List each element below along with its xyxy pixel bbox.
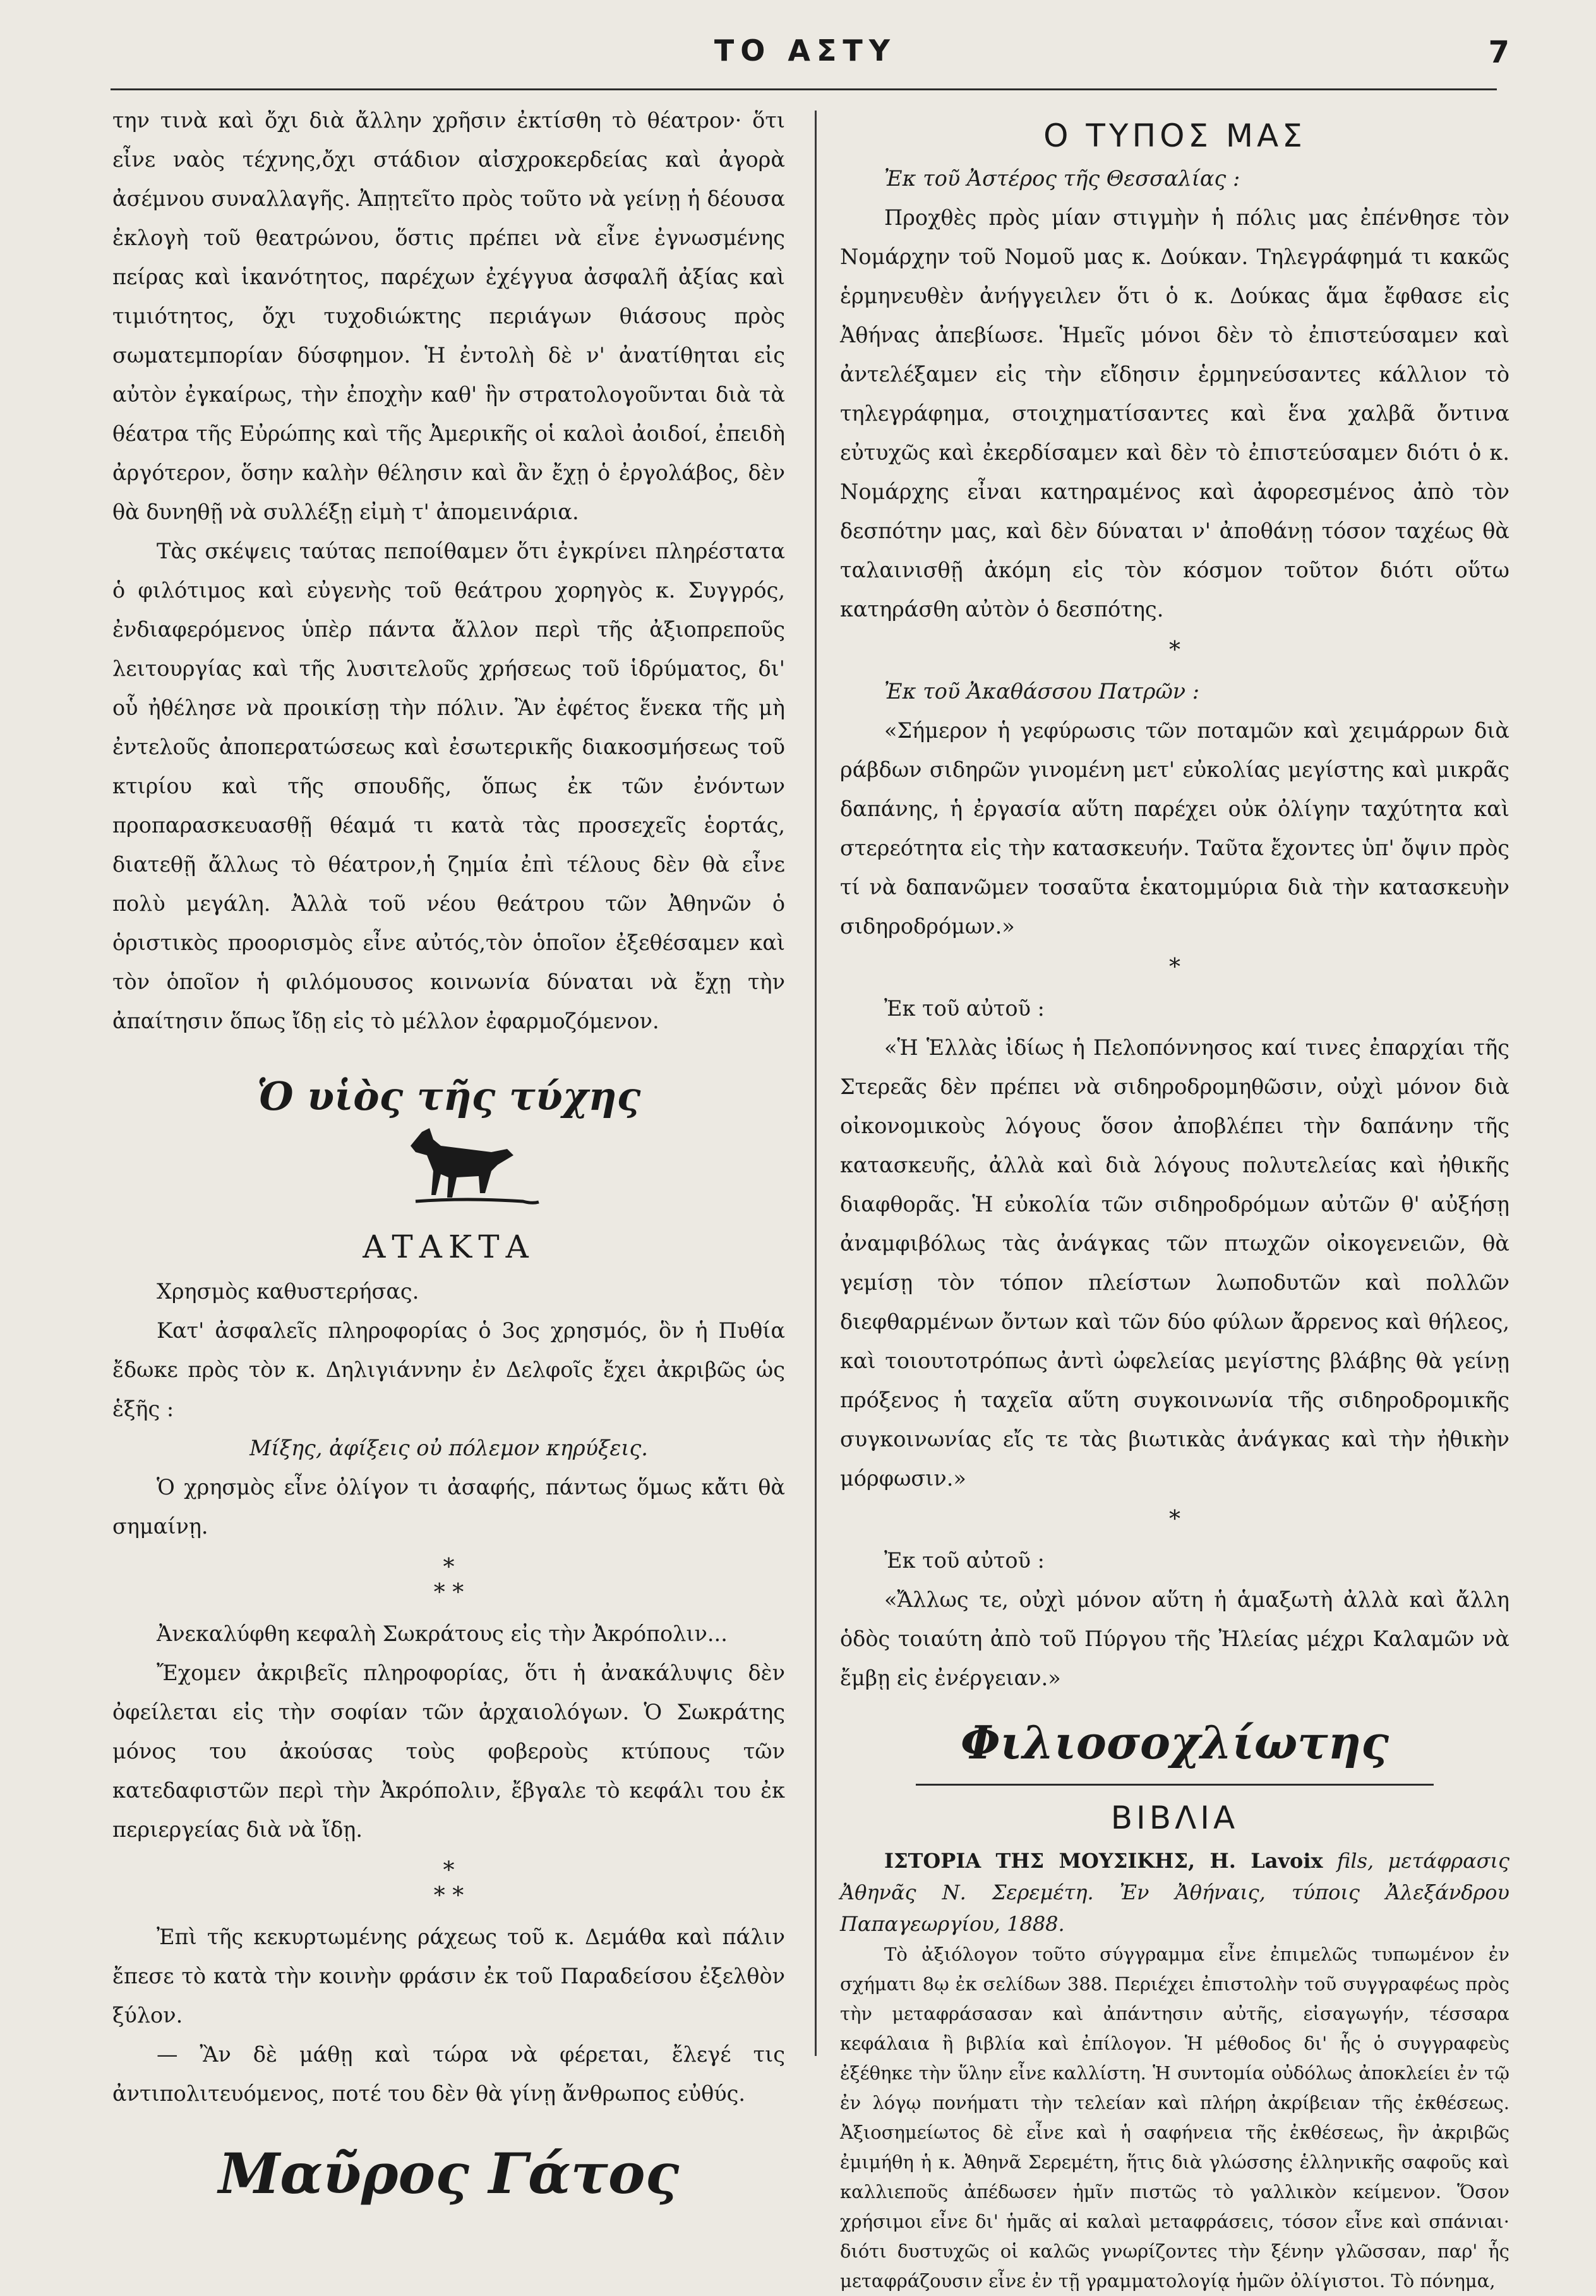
source-2: Ἐκ τοῦ Ἀκαθάσσου Πατρῶν : bbox=[884, 679, 1200, 704]
column-heading: Ὁ υἱὸς τῆς τύχης bbox=[256, 1073, 641, 1119]
book-title: ΙΣΤΟΡΙΑ ΤΗΣ ΜΟΥΣΙΚΗΣ, Η. Lavoix bbox=[884, 1849, 1323, 1873]
quote-4: «Ἄλλως τε, οὐχὶ μόνον αὕτη ἡ ἁμαξωτὴ ἀλλὰ καὶ ἄλλη ὁδὸς τοιαύτη ἀπὸ τοῦ Πύργου τῆς Ἠλείας μέχρι Καλαμῶν νὰ ἔμβῃ εἰς ἐνέργειαν.» bbox=[840, 1587, 1509, 1690]
book-reference bbox=[840, 1845, 1509, 1940]
page-number: 7 bbox=[1488, 35, 1509, 70]
quote-2: «Σήμερον ἡ γεφύρωσις τῶν ποταμῶν καὶ χειμάρρων διὰ ράβδων σιδηρῶν γινομένη μετ' εὐκολίας μεγίστης καὶ μικρᾶς δαπάνης, ἡ ἐργασία αὕτη παρέχει οὐκ ὀλίγην ταχύτητα καὶ στερεότητα εἰς τὴν κατασκευήν. Ταῦτα ἔχοντες ὑπ' ὄψιν πρὸς τί νὰ δαπανῶμεν τοσαῦτα ἑκατομμύρια διὰ τὴν κατασκευὴν σιδηροδρόμων.» bbox=[840, 718, 1509, 939]
ataktа-item-4: Ἀνεκαλύφθη κεφαλὴ Σωκράτους εἰς τὴν Ἀκρόπολιν... bbox=[157, 1621, 728, 1646]
books-divider bbox=[916, 1784, 1434, 1786]
theatre-paragraph-1: την τινὰ καὶ ὄχι διὰ ἄλλην χρῆσιν ἐκτίσθη τὸ θέατρον· ὅτι εἶνε ναὸς τέχνης,ὄχι στάδιον αἰσχροκερδείας καὶ ἀγορὰ ἀσέμνου συναλλαγῆς. Ἀπῃτεῖτο πρὸς τοῦτο νὰ γείνῃ ἡ δέουσα ἐκλογὴ τοῦ θεατρώνου, ὅστις πρέπει νὰ εἶνε ἐγνωσμένης πείρας καὶ ἱκανότητος, παρέχων ἐχέγγυα ἀσφαλῆ ἀξίας καὶ τιμιότητος, ὄχι τυχοδιώκτης περιάγων θιάσους πρὸς σωματεμπορίαν δύσφημον. Ἡ ἐντολὴ δὲ ν' ἀνατίθηται εἰς αὐτὸν ἐγκαίρως, τὴν ἐποχὴν καθ' ἣν στρατολογοῦνται διὰ τὰ θέατρα τῆς Εὐρώπης καὶ τῆς Ἀμερικῆς οἱ καλοὶ ἀοιδοί, ἐπειδὴ ἀργότερον, ὅσην καλὴν θέλησιν καὶ ἂν ἔχῃ ὁ ἐργολάβος, δὲν θὰ δυνηθῇ νὰ συλλέξῃ εἰμὴ τ' ἀπομεινάρια. bbox=[112, 108, 785, 524]
book-review: Τὸ ἀξιόλογον τοῦτο σύγγραμμα εἶνε ἐπιμελῶς τυπωμένον ἐν σχήματι 8ῳ ἐκ σελίδων 388. Περιέχει ἐπιστολὴν τοῦ συγγραφέως πρὸς τὴν μεταφράσασαν καὶ ἀπάντησιν αὐτῆς, εἰσαγωγήν, τέσσαρα κεφάλαια ἢ βιβλία καὶ ἐπίλογον. Ἡ μέθοδος δι' ἧς ὁ συγγραφεὺς ἐξέθηκε τὴν ὕλην εἶνε καλλίστη. Ἡ συντομία οὐδόλως ἀποκλείει ἐν τῷ ἐν λόγῳ πονήματι τὴν τελείαν καὶ πλήρη ἀκρίβειαν τῆς ἐκθέσεως. Ἀξιοσημείωτος δὲ εἶνε καὶ ἡ σαφήνεια τῆς ἐκθέσεως, ἣν ἀκριβῶς ἐμιμήθη ἡ κ. Ἀθηνᾶ Σερεμέτη, ἥτις διὰ γλώσσης ἑλληνικῆς σαφοῦς καὶ καλλιεποῦς ἀπέδωσεν ἡμῖν πιστῶς τὸ γαλλικὸν κείμενον. Ὅσον χρήσιμοι εἶνε δι' ἡμᾶς αἱ καλαὶ μεταφράσεις, τόσον εἶνε καὶ σπάνιαι· διότι δυστυχῶς οἱ καλῶς γνωρίζοντες τὴν ξένην γλῶσσαν, παρ' ἧς μεταφράζουσιν εἶνε ἐν τῇ γραμματολογίᾳ ἡμῶν ὀλίγιστοι. Τὸ πόνημα, bbox=[840, 1944, 1509, 2292]
asterism-1: * * * bbox=[433, 1554, 464, 1606]
asterism-r2: * bbox=[1169, 954, 1180, 980]
header-rule bbox=[111, 88, 1497, 90]
masthead: ΤΟ ΑΣΤΥ bbox=[714, 33, 897, 68]
right-column bbox=[840, 101, 1509, 2296]
ataktа-item-1: Χρησμὸς καθυστερήσας. bbox=[157, 1279, 419, 1304]
theatre-paragraph-2: Τὰς σκέψεις ταύτας πεποίθαμεν ὅτι ἐγκρίνει πληρέστατα ὁ φιλότιμος καὶ εὐγενὴς τοῦ θεάτρου χορηγὸς κ. Συγγρός, ἐνδιαφερόμενος ὑπὲρ πάντα ἄλλον περὶ τῆς ἀξιοπρεποῦς λειτουργίας καὶ τῆς λυσιτελοῦς χρήσεως τοῦ ἱδρύματος, δι' οὗ ἠθέλησε νὰ προικίσῃ τὴν πόλιν. Ἂν ἐφέτος ἕνεκα τῆς μὴ ἐντελοῦς ἀποπερατώσεως καὶ ἐσωτερικῆς διακοσμήσεως τοῦ κτιρίου καὶ τῆς σπουδῆς, ὅπως ἐκ τῶν ἐνόντων προπαρασκευασθῇ θέαμά τι κατὰ τὰς προσεχεῖς ἑορτάς, διατεθῇ ἄλλως τὸ θέατρον,ἡ ζημία ἐπὶ τέλους δὲν θὰ εἶνε πολὺ μεγάλη. Ἀλλὰ τοῦ νέου θεάτρου τῶν Ἀθηνῶν ὁ ὁριστικὸς προορισμὸς εἶνε αὐτός,τὸν ὁποῖον ἐξεθέσαμεν καὶ τὸν ὁποῖον ἡ φιλόμουσος κοινωνία δύναται νὰ ἔχῃ τὴν ἀπαίτησιν ὅπως ἴδῃ εἰς τὸ μέλλον ἐφαρμοζόμενον. bbox=[112, 539, 785, 1033]
ataktа-item-2: Κατ' ἀσφαλεῖς πληροφορίας ὁ 3ος χρησμός, ὃν ἡ Πυθία ἔδωκε πρὸς τὸν κ. Δηλιγιάννην ἐν Δελφοῖς ἔχει ἀκριβῶς ὡς ἑξῆς : bbox=[112, 1318, 785, 1421]
right-signature: Φιλιοσοχλίωτης bbox=[961, 1716, 1389, 1769]
ataktа-item-3: Ὁ χρησμὸς εἶνε ὀλίγον τι ἀσαφής, πάντως ὅμως κἄτι θὰ σημαίνῃ. bbox=[112, 1475, 785, 1539]
asterism-r1: * bbox=[1169, 637, 1180, 663]
books-title: ΒΙΒΛΙΑ bbox=[1110, 1800, 1239, 1836]
asterism-2: * * * bbox=[433, 1858, 464, 1909]
dog-icon bbox=[397, 1127, 542, 1222]
source-3: Ἐκ τοῦ αὐτοῦ : bbox=[884, 996, 1045, 1021]
quote-3: «Ἡ Ἑλλὰς ἰδίως ἡ Πελοπόννησος καί τινες ἐπαρχίαι τῆς Στερεᾶς δὲν πρέπει νὰ σιδηροδρομηθῶσιν, οὐχὶ μόνον διὰ οἰκονομικοὺς λόγους ὅσον ἀποβλέπει τὴν δαπάνην τῆς κατασκευῆς, ἀλλὰ καὶ διὰ λόγους πολυτελείας καὶ ἠθικῆς διαφθορᾶς. Ἡ εὐκολία τῶν σιδηροδρόμων αὐτῶν θ' αὐξήσῃ ἀναμφιβόλως τὰς ἀνάγκας τῶν πτωχῶν οἰκογενειῶν, θὰ γεμίσῃ τὸν τόπον πλείστων λωποδυτῶν καὶ πολλῶν διεφθαρμένων ὄντων καὶ τῶν δύο φύλων ἄρρενος καὶ θήλεος, καὶ τοιουτοτρόπως ἀντὶ ὠφελείας μεγίστης βλάβης θὰ γείνῃ πρόξενος ἡ ταχεῖα αὕτη συγκοινωνία τῆς σιδηροδρομικῆς συγκοινωνίας εἴς τε τὰς βιωτικὰς ἀνάγκας καὶ τὴν ἠθικὴν μόρφωσιν.» bbox=[840, 1035, 1509, 1491]
page-header bbox=[95, 28, 1516, 85]
book-publication: fils, μετάφρασις Ἀθηνᾶς Ν. Σερεμέτη. Ἐν Ἀθήναις, τύποις Ἀλεξάνδρου Παπαγεωργίου, 1888. bbox=[840, 1849, 1510, 1936]
oracle-line: Μίξης, ἀφίξεις οὐ πόλεμον κηρύξεις. bbox=[249, 1436, 648, 1460]
typos-mas-title: Ο ΤΥΠΟΣ ΜΑΣ bbox=[1043, 117, 1306, 154]
source-1: Ἐκ τοῦ Ἀστέρος τῆς Θεσσαλίας : bbox=[884, 166, 1240, 191]
source-4: Ἐκ τοῦ αὐτοῦ : bbox=[884, 1548, 1045, 1573]
ataktа-item-7: — Ἂν δὲ μάθῃ καὶ τώρα νὰ φέρεται, ἔλεγέ τις ἀντιπολιτευόμενος, ποτέ του δὲν θὰ γίνῃ ἄνθρωπος εὐθύς. bbox=[112, 2042, 785, 2106]
left-signature: Μαῦρος Γάτος bbox=[218, 2141, 680, 2206]
column-divider bbox=[815, 111, 817, 2056]
quote-1: Προχθὲς πρὸς μίαν στιγμὴν ἡ πόλις μας ἐπένθησε τὸν Νομάρχην τοῦ Νομοῦ μας κ. Δούκαν. Τηλεγράφημά τι κακῶς ἑρμηνευθὲν ἀνήγγειλεν ὅτι ὁ κ. Δούκας ἅμα ἔφθασε εἰς Ἀθήνας ἀπεβίωσε. Ἡμεῖς μόνοι δὲν τὸ ἐπιστεύσαμεν καὶ ἀντελέξαμεν εἰς τὴν εἴδησιν ἑρμηνεύσαντες κάλλιον τὸ τηλεγράφημα, στοιχηματίσαντες καὶ ἕνα χαλβᾶ ὄντινα εὐτυχῶς καὶ ἐκερδίσαμεν καὶ δὲν τὸ ἐπιστεύσαμεν διότι ὁ κ. Νομάρχης εἶναι κατηραμένος καὶ ἀφορεσμένος ἀπὸ τὸν δεσπότην μας, καὶ δὲν δύναται ν' ἀποθάνῃ τόσον ταχέως θὰ ταλαινισθῇ ἀκόμη εἰς τὸν κόσμον τοῦτον διότι οὕτω κατηράσθη αὐτὸν ὁ δεσπότης. bbox=[840, 205, 1509, 622]
left-column bbox=[112, 101, 785, 2208]
asterism-r3: * bbox=[1169, 1506, 1180, 1532]
ataktа-section-title: ΑΤΑΚΤΑ bbox=[363, 1229, 535, 1265]
ataktа-item-5: Ἔχομεν ἀκριβεῖς πληροφορίας, ὅτι ἡ ἀνακάλυψις δὲν ὀφείλεται εἰς τὴν σοφίαν τῶν ἀρχαιολόγων. Ὁ Σωκράτης μόνος του ἀκούσας τοὺς φοβεροὺς κτύπους τῶν κατεδαφιστῶν περὶ τὴν Ἀκρόπολιν, ἔβγαλε τὸ κεφάλι του ἐκ περιεργείας διὰ νὰ ἴδῃ. bbox=[112, 1661, 785, 1842]
dog-illustration bbox=[397, 1127, 542, 1222]
ataktа-item-6: Ἐπὶ τῆς κεκυρτωμένης ράχεως τοῦ κ. Δεμάθα καὶ πάλιν ἔπεσε τὸ κατὰ τὴν κοινὴν φράσιν ἐκ τοῦ Παραδείσου ἐξελθὸν ξύλον. bbox=[112, 1925, 785, 2028]
